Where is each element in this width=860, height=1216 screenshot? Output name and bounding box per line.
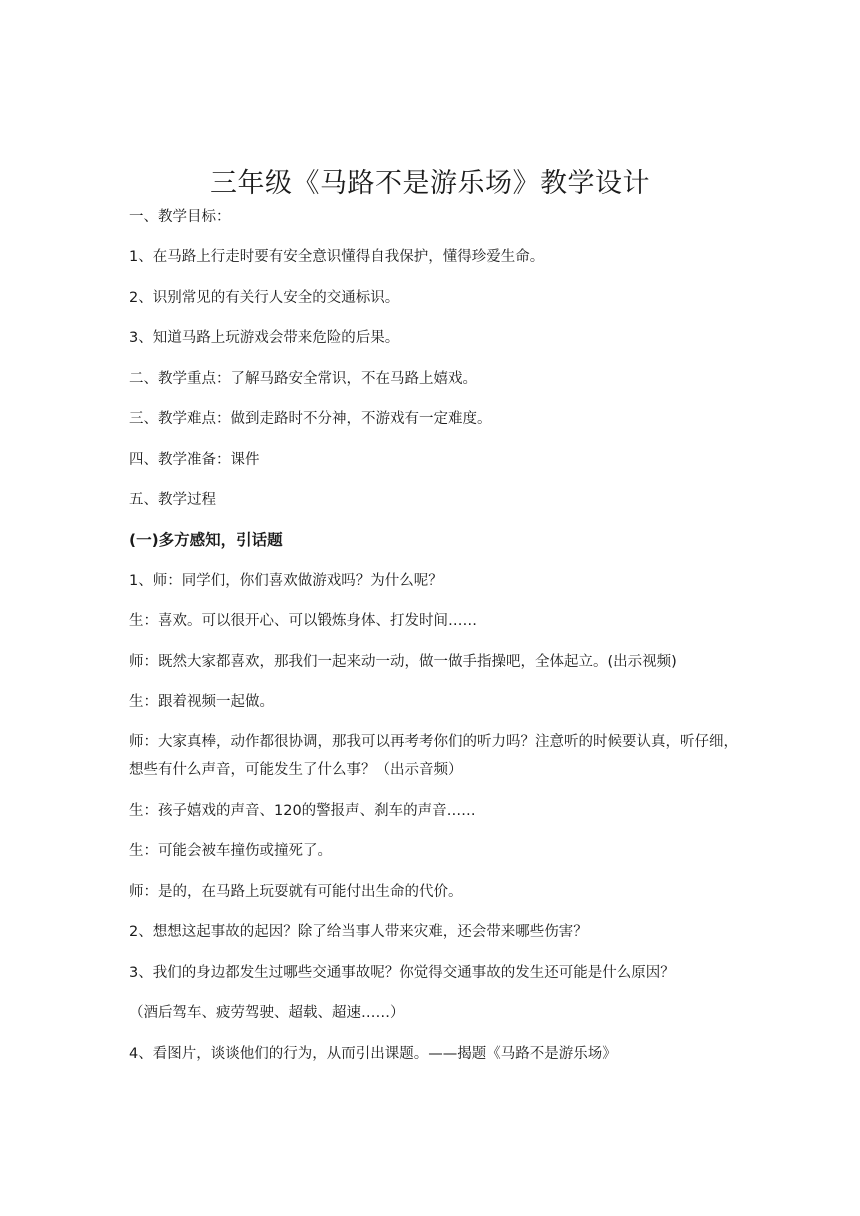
question-item-4: 4、看图片，谈谈他们的行为，从而引出课题。——揭题《马路不是游乐场》 [129, 1046, 617, 1062]
question-item-2: 2、想想这起事故的起因？除了给当事人带来灾难，还会带来哪些伤害？ [129, 924, 588, 940]
goal-item-3: 3、知道马路上玩游戏会带来危险的后果。 [129, 330, 400, 346]
dialogue-line: 生：孩子嬉戏的声音、120的警报声、刹车的声音…… [129, 803, 476, 819]
dialogue-line: 生：跟着视频一起做。 [129, 694, 274, 710]
section-heading-key-points: 二、教学重点：了解马路安全常识，不在马路上嬉戏。 [129, 371, 477, 387]
question-item-3: 3、我们的身边都发生过哪些交通事故呢？你觉得交通事故的发生还可能是什么原因？ [129, 965, 675, 981]
section-heading-goals: 一、教学目标： [129, 209, 231, 225]
dialogue-line: 师：大家真棒，动作都很协调，那我可以再考考你们的听力吗？注意听的时候要认真，听仔细，想些有什么声音，可能发生了什么事？（出示音频） [129, 734, 738, 778]
document-title: 三年级《马路不是游乐场》教学设计 [210, 168, 650, 200]
goal-item-2: 2、识别常见的有关行人安全的交通标识。 [129, 290, 400, 306]
causes-note: （酒后驾车、疲劳驾驶、超载、超速……） [129, 1005, 405, 1021]
goal-item-1: 1、在马路上行走时要有安全意识懂得自我保护，懂得珍爱生命。 [129, 249, 545, 265]
subsection-heading: (一)多方感知，引话题 [129, 531, 283, 549]
section-heading-preparation: 四、教学准备：课件 [129, 452, 260, 468]
dialogue-line: 生：可能会被车撞伤或撞死了。 [129, 843, 332, 859]
section-heading-process: 五、教学过程 [129, 492, 216, 508]
section-heading-difficulties: 三、教学难点：做到走路时不分神，不游戏有一定难度。 [129, 411, 492, 427]
dialogue-line: 师：既然大家都喜欢，那我们一起来动一动，做一做手指操吧，全体起立。(出示视频) [129, 654, 677, 670]
dialogue-line: 1、师：同学们，你们喜欢做游戏吗？为什么呢？ [129, 573, 443, 589]
dialogue-line: 生：喜欢。可以很开心、可以锻炼身体、打发时间…… [129, 613, 477, 629]
dialogue-line: 师：是的，在马路上玩耍就有可能付出生命的代价。 [129, 884, 463, 900]
